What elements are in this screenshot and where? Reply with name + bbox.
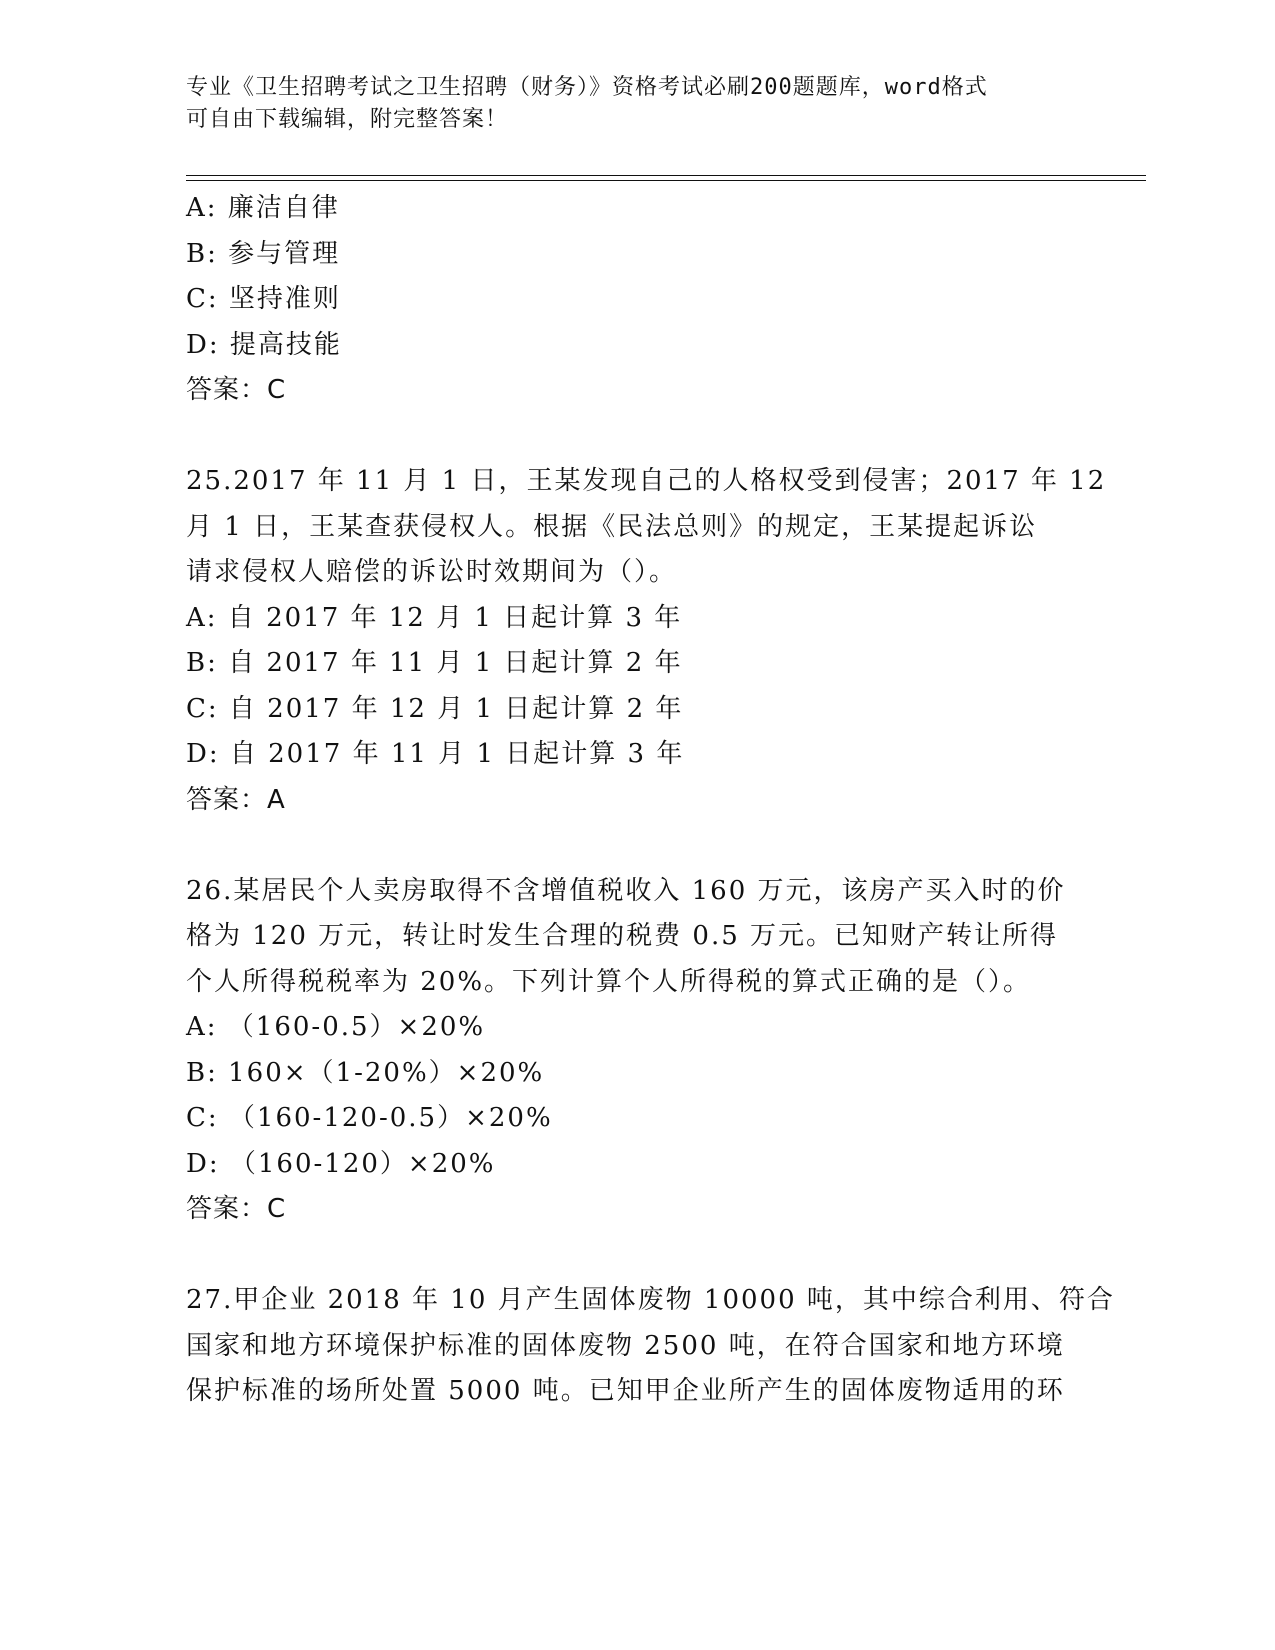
spacer: [186, 414, 1086, 460]
question-24: [186, 186, 1086, 414]
option-b: B: 自 2017 年 11 月 1 日起计算 2 年: [186, 648, 683, 678]
spacer: [186, 823, 1086, 869]
spacer: [186, 1233, 1086, 1279]
option-a: A: （160-0.5）×20%: [186, 1012, 486, 1042]
header-line-2: 可自由下载编辑，附完整答案！: [186, 107, 509, 132]
option-b: B: 参与管理: [186, 238, 341, 269]
answer: 答案：C: [186, 375, 287, 405]
option-b: B: 160×（1-20%）×20%: [186, 1057, 545, 1088]
question-text-line: 个人所得税税率为 20%。下列计算个人所得税的算式正确的是（）。: [186, 966, 1032, 997]
document-body: [186, 186, 1115, 1415]
question-text-line: 保护标准的场所处置 5000 吨。已知甲企业所产生的固体废物适用的环: [186, 1376, 1065, 1406]
answer: 答案：C: [186, 1194, 287, 1224]
option-d: D: 提高技能: [186, 329, 342, 360]
option-c: C: 自 2017 年 12 月 1 日起计算 2 年: [186, 693, 684, 724]
question-text-line: 27.甲企业 2018 年 10 月产生固体废物 10000 吨，其中综合利用、符合: [186, 1285, 1115, 1315]
option-d: D: （160-120）×20%: [186, 1148, 496, 1179]
option-a: A: 自 2017 年 12 月 1 日起计算 3 年: [186, 602, 683, 633]
question-26: [186, 869, 1086, 1233]
header-divider-top: [186, 175, 1146, 176]
question-text-line: 国家和地方环境保护标准的固体废物 2500 吨，在符合国家和地方环境: [186, 1330, 1065, 1361]
header-divider-bottom: [186, 180, 1146, 181]
question-text-line: 26.某居民个人卖房取得不含增值税收入 160 万元，该房产买入时的价: [186, 875, 1066, 906]
answer: 答案：A: [186, 784, 286, 815]
question-text-line: 25.2017 年 11 月 1 日，王某发现自己的人格权受到侵害；2017 年 12: [186, 466, 1107, 496]
option-a: A: 廉洁自律: [186, 193, 340, 223]
document-header: [186, 72, 1066, 136]
question-text-line: 格为 120 万元，转让时发生合理的税费 0.5 万元。已知财产转让所得: [186, 921, 1059, 951]
option-d: D: 自 2017 年 11 月 1 日起计算 3 年: [186, 739, 685, 769]
question-25: [186, 459, 1107, 823]
header-line-1: 专业《卫生招聘考试之卫生招聘（财务）》资格考试必刷200题题库，word格式: [186, 75, 988, 100]
option-c: C: （160-120-0.5）×20%: [186, 1103, 553, 1133]
question-text-line: 请求侵权人赔偿的诉讼时效期间为（）。: [186, 557, 678, 587]
question-27: [186, 1278, 1115, 1415]
question-text-line: 月 1 日，王某查获侵权人。根据《民法总则》的规定，王某提起诉讼: [186, 511, 1038, 542]
option-c: C: 坚持准则: [186, 284, 341, 314]
